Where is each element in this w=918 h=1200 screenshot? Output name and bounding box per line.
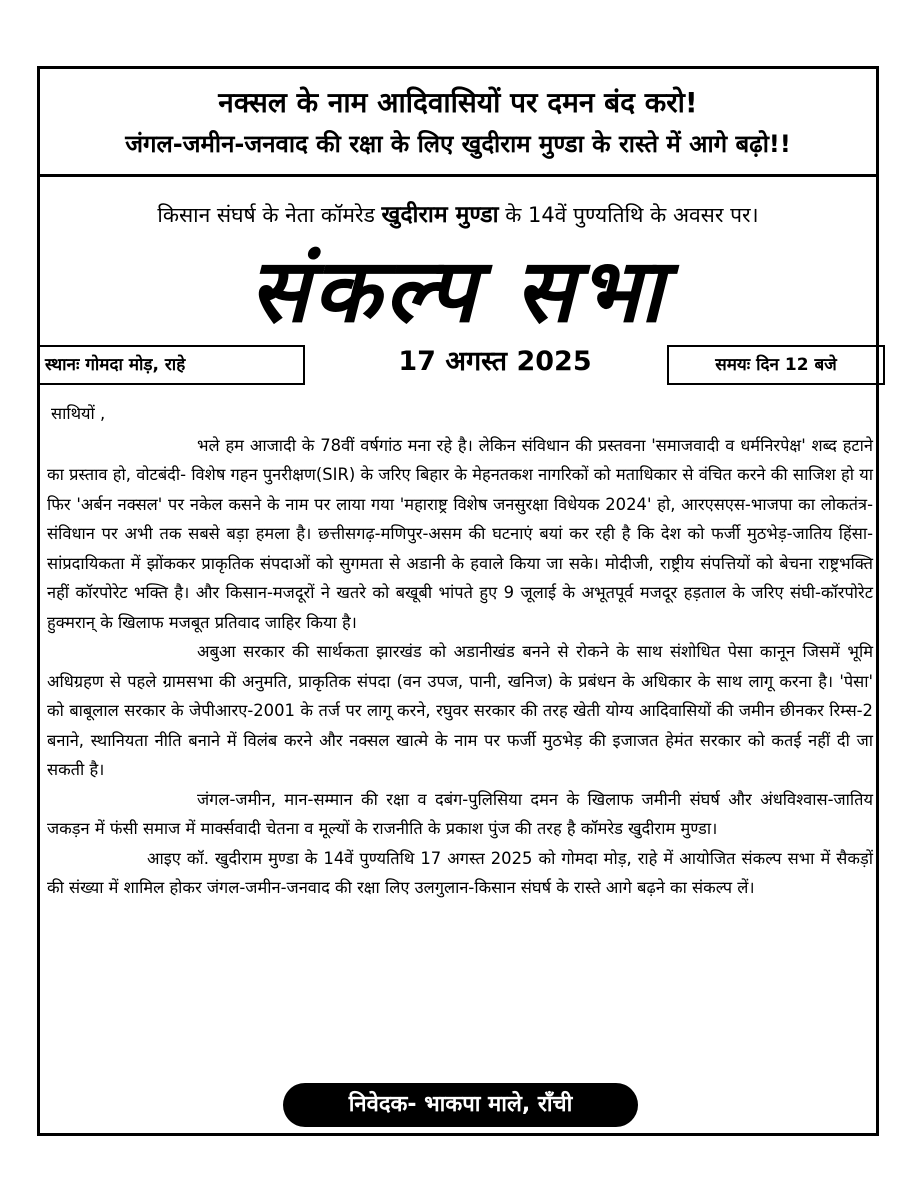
paragraph-3: जंगल-जमीन, मान-सम्मान की रक्षा व दबंग-पुलिसिया दमन के खिलाफ जमीनी संघर्ष और अंधविश्वास-जातिय जकड़न में फंसी समाज में मार्क्सवादी चेतना व मूल्यों के राजनीति के प्रकाश पुंज की तरह है कॉमरेड खुदीराम मुण्डा। — [47, 789, 873, 838]
signature-badge: निवेदक- भाकपा माले, राँची — [283, 1083, 638, 1127]
headline-primary: नक्सल के नाम आदिवासियों पर दमन बंद करो! — [218, 86, 698, 119]
headline-secondary: जंगल-जमीन-जनवाद की रक्षा के लिए खुदीराम मुण्डा के रास्ते में आगे बढ़ो!! — [125, 130, 791, 158]
salutation: साथियों , — [51, 404, 106, 423]
time-box: समयः दिन 12 बजे — [667, 345, 885, 385]
body-text — [47, 399, 873, 903]
poster-frame — [37, 66, 879, 1136]
intro-line — [40, 197, 876, 229]
headline-block — [40, 69, 876, 177]
place-box: स्थानः गोमदा मोड़, राहे — [37, 345, 305, 385]
intro-before: किसान संघर्ष के नेता कॉमरेड — [157, 203, 382, 227]
event-date: 17 अगस्त 2025 — [398, 346, 592, 377]
event-title: संकल्प सभा — [249, 239, 667, 342]
intro-leader-name: खुदीराम मुण्डा — [381, 202, 499, 228]
paragraph-2: अबुआ सरकार की सार्थकता झारखंड को अडानीखंड बनने से रोकने के साथ संशोधित पेसा कानून जिसमें भूमि अधिग्रहण से पहले ग्रामसभा की अनुमति, प्राकृतिक संपदा (वन उपज, पानी, खनिज) के प्रबंधन के अधिकार के साथ लागू करना है। 'पेसा' को बाबूलाल सरकार के जेपीआरए-2001 के तर्ज पर लागू करने, रघुवर सरकार की तरह खेती योग्य आदिवासियों की जमीन छीनकर रिम्स-2 बनाने, स्थानियता नीति बनाने में विलंब करने और नक्सल खात्मे के नाम पर फर्जी मुठभेड़ की इजाजत हेमंत सरकार को कतई नहीं दी जा सकती है। — [47, 642, 873, 779]
paragraph-4: आइए कॉ. खुदीराम मुण्डा के 14वें पुण्यतिथि 17 अगस्त 2025 को गोमदा मोड़, राहे में आयोजित संकल्प सभा में सैकड़ों की संख्या में शामिल होकर जंगल-जमीन-जनवाद की रक्षा लिए उलगुलान-किसान संघर्ष के रास्ते आगे बढ़ने का संकल्प लें। — [47, 848, 873, 897]
paragraph-1: भले हम आजादी के 78वीं वर्षगांठ मना रहे है। लेकिन संविधान की प्रस्तवना 'समाजवादी व धर्मनिरपेक्ष' शब्द हटाने का प्रस्ताव हो, वोटबंदी- विशेष गहन पुनरीक्षण(SIR) के जरिए बिहार के मेहनतकश नागरिकों को मताधिकार से वंचित करने की साजिश हो या फिर 'अर्बन नक्सल' पर नकेल कसने के नाम पर लाया गया 'महाराष्ट्र विशेष जनसुरक्षा विधेयक 2024' हो, आरएसएस-भाजपा का लोकतंत्र-संविधान पर अभी तक सबसे बड़ा हमला है। छत्तीसगढ़-मणिपुर-असम की घटनाएं बयां कर रही है कि देश को फर्जी मुठभेड़-जातिय हिंसा-सांप्रदायिकता में झोंककर प्राकृतिक संपदाओं को सुगमता से अडानी के हवाले किया जा सके। मोदीजी, राष्ट्रीय संपत्तियों को बेचना राष्ट्रभक्ति नहीं कॉरपोरेट भक्ति है। और किसान-मजदूरों ने खतरे को बखूबी भांपते हुए 9 जूलाई के अभूतपूर्व मजदूर हड़ताल के जरिए संघी-कॉरपोरेट हुक्मरान् के खिलाफ मजबूत प्रतिवाद जाहिर किया है। — [47, 435, 873, 632]
intro-after: के 14वें पुण्यतिथि के अवसर पर। — [498, 203, 759, 227]
